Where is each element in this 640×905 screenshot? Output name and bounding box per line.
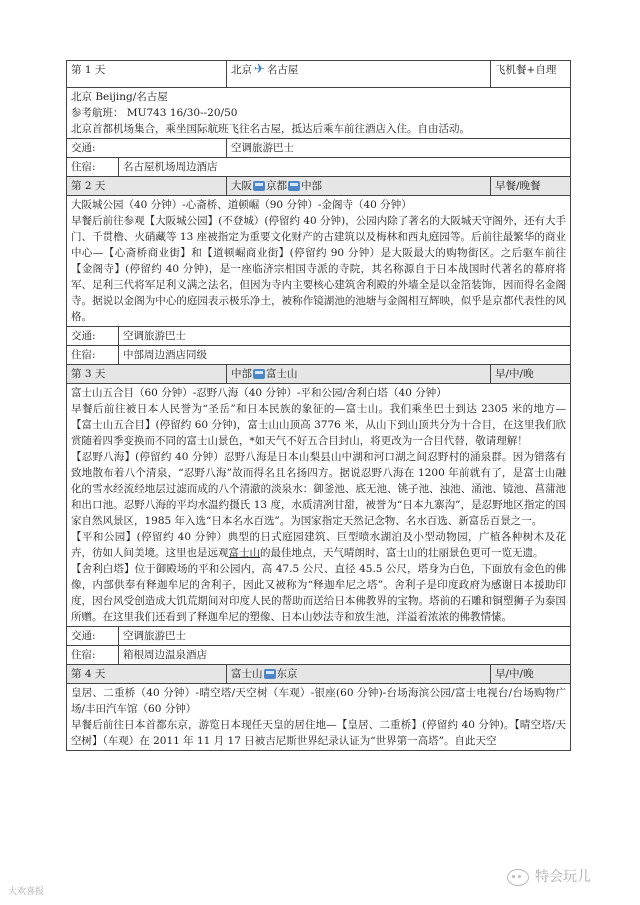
day3-para-peace-park: [71, 529, 566, 561]
train-icon: [288, 181, 300, 191]
day1-transport-label: 交通:: [67, 139, 227, 158]
watermark-right-text: 特会玩儿: [535, 869, 591, 885]
day3-route-a: 中部: [231, 368, 253, 380]
day4-route-a: 富士山: [231, 668, 263, 680]
day2-route-b: 京都: [266, 180, 288, 192]
day3-para-fuji: 早餐后前往被日本人民誉为“圣岳”和日本民族的象征的—富士山。我们乘坐巴士到达 2305 米的地方—【富士山五合目】(停留约 60 分钟)，富士山山顶高 3776 米，从山下到山顶共分为十合目，在这里我们欣赏随着四季变换而不同的富士山景色，*如天气不好五合目封山，将更改为一合目代替，敬请理解！: [71, 403, 567, 447]
watermark-right: [507, 866, 591, 886]
watermark-left-text: 大欢喜报: [8, 887, 45, 897]
day3-detail: [67, 384, 571, 627]
day1-detail: [67, 88, 571, 139]
day1-route-from: 北京: [231, 64, 253, 76]
train-icon: [264, 669, 276, 679]
day2-route-a: 大阪: [231, 180, 253, 192]
day3-route-b: 富士山: [266, 368, 298, 380]
day4-meals: 早/中/晚: [491, 665, 571, 684]
day3-detail-row: [67, 384, 571, 627]
day4-label: 第 4 天: [67, 665, 227, 684]
day2-meals: 早餐/晚餐: [491, 177, 571, 196]
day3-lodging: 箱根周边温泉酒店: [119, 646, 571, 665]
day3-p3c: 的最佳地点，天气晴朗时，富士山的壮丽景色更可一览无遗。: [260, 547, 544, 559]
day3-para-stupa: 【舍利白塔】位于御殿场的平和公园内，高 47.5 公尺、直径 45.5 公尺，塔身为白色，下面放有金色的佛像，内部供奉有释迦牟尼的舍利子，因此又被称为“释迦牟尼之塔”。舍利子是印度政府为感谢日本援助印度，因台风受创造成大饥荒期间对印度人民的帮助而送给日本佛教界的宝物。塔前的石雕和铜塑狮子为泰国所赠。在这里我们还看到了释迦牟尼的塑像、日本山妙法寺和放生池，洋溢着浓浓的佛教情愫。: [71, 563, 567, 623]
day4-desc: 早餐后前往日本首都东京，游览日本现任天皇的居住地—【皇居、二重桥】(停留约 40 分钟)。【晴空塔/天空树】（车观）在 2011 年 11 月 17 日被吉尼斯世界纪录认证为“世界第一高塔”。自此天空: [71, 719, 567, 747]
day1-route-to: 名古屋: [266, 64, 299, 76]
day3-lodging-label: 住宿:: [67, 646, 119, 665]
day2-transport-row: [67, 327, 571, 346]
day4-title: 皇居、二重桥（40 分钟）-晴空塔/天空树（车观）-银座(60 分钟)-台场海滨公园/富士电视台/台场购物广场/丰田汽车馆（60 分钟）: [71, 687, 567, 715]
train-icon: [253, 369, 265, 379]
day3-transport-row: [67, 627, 571, 646]
day1-label: 第 1 天: [67, 61, 227, 88]
day4-route-b: 东京: [276, 668, 298, 680]
day2-label: 第 2 天: [67, 177, 227, 196]
day2-header-row: [67, 177, 571, 196]
day3-p3b: 富士山: [228, 547, 260, 559]
day3-para-oshino: 【忍野八海】(停留约 40 分钟）忍野八海是日本山梨县山中湖和河口湖之间忍野村的涌泉群。因为错落有致地散布着八个清泉，“忍野八海”故而得名且名扬四方。据说忍野八海在 1200 年前就有了，是富士山融化的雪水经流经地层过滤而成的八个清澈的淡泉水：御釜池、底无池、铫子池、浊池、涌池、镜池、菖蒲池和出口池。忍野八海的平均水温约摄氏 13 度，水质清冽甘甜，被誉为“日本九寨沟”，是忍野地区指定的国家自然风景区，1985 年入选“日本名水百选”。为国家指定天然记念物、名水百选、新富岳百景之一。: [71, 451, 567, 527]
day3-title: 富士山五合目（60 分钟）-忍野八海（40 分钟）-平和公园/舍利白塔（40 分钟）: [71, 387, 447, 399]
day4-header-row: [67, 665, 571, 684]
watermark-left: [8, 884, 44, 897]
day1-lodging: 名古屋机场周边酒店: [119, 158, 571, 177]
day1-lodging-row: [67, 158, 571, 177]
day2-lodging: 中部周边酒店同级: [119, 346, 571, 365]
day2-desc: 早餐后前往参观【大阪城公园】(不登城）(停留约 40 分钟)，公园内除了著名的大阪城天守阁外，还有大手门、千贯橹、火硝藏等 13 座被指定为重要文化财产的古建筑以及梅林和西丸庭园等。后前往最繁华的商业中心—【心斋桥商业街】和【道顿崛商业街】(停留约 90 分钟）是大阪最大的购物街区。之后驱车前往【金阁寺】(停留约 40 分钟)，是一座临济宗相国寺派的寺院，其名称源自于日本战国时代著名的幕府将军、足利三代将军足利义满之法名，但因为寺内主要核心建筑舍利殿的外墙全是以金箔装饰，因而得名金阁寺。据说以金阁为中心的庭园表示极乐净土，被称作镜湖池的池塘与金阁相互辉映，似乎是京都代表性的风格。: [71, 215, 567, 323]
day3-transport: 空调旅游巴士: [119, 627, 571, 646]
day2-route: [227, 177, 491, 196]
day1-transport-row: [67, 139, 571, 158]
day3-label: 第 3 天: [67, 365, 227, 384]
day1-detail-row: [67, 88, 571, 139]
day2-transport-label: 交通:: [67, 327, 119, 346]
day3-route: [227, 365, 491, 384]
day3-meals: 早/中/晚: [491, 365, 571, 384]
train-icon: [253, 181, 265, 191]
day1-title: 北京 Beijing/名古屋: [71, 91, 168, 103]
day4-detail-row: [67, 684, 571, 751]
day4-detail: [67, 684, 571, 751]
day3-p3a: 【平和公园】(停留约 40 分钟）典型的日式庭园建筑、巨型喷水湖泊及小型动物园，广植各种树木及花卉，彷如人间美境。这里也是远观: [71, 531, 567, 559]
day1-transport: 空调旅游巴士: [227, 139, 571, 158]
day2-detail-row: [67, 196, 571, 327]
day3-transport-label: 交通:: [67, 627, 119, 646]
day1-meals: 飞机餐+自理: [491, 61, 571, 88]
plane-icon: ✈: [254, 62, 265, 77]
day2-detail: [67, 196, 571, 327]
itinerary-table: [66, 60, 571, 751]
day1-header-row: [67, 61, 571, 88]
day1-lodging-label: 住宿:: [67, 158, 119, 177]
day3-header-row: [67, 365, 571, 384]
day2-transport: 空调旅游巴士: [119, 327, 571, 346]
day1-route: [227, 61, 491, 88]
wechat-icon: [507, 869, 529, 886]
day2-route-c: 中部: [301, 180, 323, 192]
day2-title: 大阪城公园（40 分钟）-心斋桥、道顿崛（90 分钟）-金阁寺（40 分钟）: [71, 199, 412, 211]
day1-desc: 北京首都机场集合，乘坐国际航班飞往名古屋，抵达后乘车前往酒店入住。自由活动。: [71, 123, 470, 135]
day1-flight: 参考航班： MU743 16/30--20/50: [71, 107, 238, 119]
day3-lodging-row: [67, 646, 571, 665]
day2-lodging-label: 住宿:: [67, 346, 119, 365]
day2-lodging-row: [67, 346, 571, 365]
day4-route: [227, 665, 491, 684]
itinerary-page: [66, 60, 570, 751]
